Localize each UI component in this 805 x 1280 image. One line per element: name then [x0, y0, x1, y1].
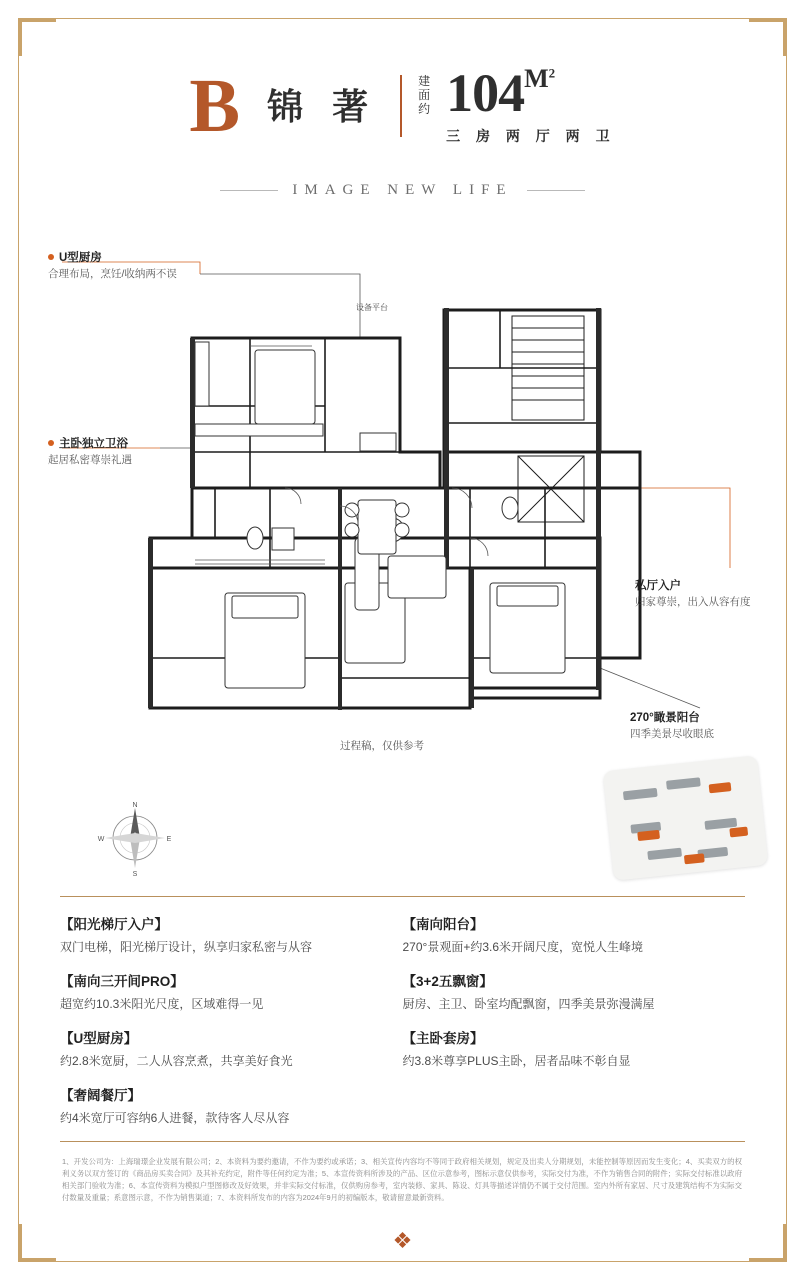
callout-entry-hall-title: 私厅入户: [635, 580, 681, 592]
feature-desc: 双门电梯，阳光梯厅设计，纵享归家私密与从容: [60, 940, 313, 954]
area-prefix-line-1: 建: [418, 74, 432, 88]
svg-text:N: N: [132, 802, 138, 809]
feature-desc: 约2.8米宽厨，二人从容烹煮，共享美好食光: [60, 1054, 293, 1068]
bottom-ornament-icon: ❖: [392, 1228, 413, 1253]
callout-balcony-desc: 四季美景尽收眼底: [630, 728, 714, 740]
english-tagline: [0, 182, 805, 199]
callout-kitchen-title: U型厨房: [48, 250, 177, 266]
features-column-right: [403, 913, 746, 1127]
callout-kitchen-desc: 合理布局，烹饪/收纳两不误: [48, 268, 177, 280]
room-configuration: 三 房 两 厅 两 卫: [446, 128, 616, 144]
feature-desc: 约4米宽厅可容纳6人进餐，款待客人尽从容: [60, 1111, 290, 1125]
frame-corner-top-left: [18, 18, 56, 56]
feature-item: [60, 970, 389, 1013]
callout-master-bath: [48, 436, 132, 468]
area-number: 104: [446, 63, 525, 123]
feature-title: 【南向三开间PRO】: [60, 974, 184, 989]
callout-balcony: [630, 710, 714, 742]
svg-text:E: E: [166, 836, 172, 843]
callout-master-bath-desc: 起居私密尊崇礼遇: [48, 454, 132, 466]
feature-desc: 超宽约10.3米阳光尺度，区域难得一见: [60, 997, 264, 1011]
area-prefix-line-2: 面: [418, 88, 432, 102]
feature-item: [60, 1084, 389, 1127]
svg-text:W: W: [97, 836, 105, 843]
feature-item: [403, 970, 732, 1013]
area-block: [418, 63, 616, 146]
features-column-left: [60, 913, 403, 1127]
feature-title: 【3+2五飘窗】: [402, 974, 493, 989]
svg-text:设备平台: 设备平台: [356, 303, 388, 312]
feature-desc: 厨房、主卫、卧室均配飘窗，四季美景弥漫满屋: [402, 997, 655, 1011]
feature-desc: 约3.8米尊享PLUS主卧，居者品味不彰自显: [402, 1054, 631, 1068]
area-prefix-line-3: 约: [418, 102, 432, 116]
callout-balcony-title: 270°瞰景阳台: [630, 712, 700, 724]
feature-title: 【南向阳台】: [402, 917, 484, 932]
callout-kitchen: [48, 250, 177, 282]
svg-text:S: S: [132, 871, 138, 878]
feature-title: 【U型厨房】: [60, 1031, 138, 1046]
feature-item: [403, 1027, 732, 1070]
disclaimer-text: 1、开发公司为：上海瑞璟企业发展有限公司；2、本资料为要约邀请，不作为要约或承诺；3、相关宣传内容均不等同于政府相关规划，规定及出卖人分期规划，未能控制等原因而发生变化；4、买卖双方的权利义务以双方签订的《商品房买卖合同》及其补充约定，附件等任何约定为准；5、本宣传资料所涉及的产品、区位示意参考，图标示意仅供参考，实际交付为准，不作为销售合同的附件；实际交付标准以政府相关部门验收为准；6、本宣传资料为模拟户型图修改及好效果，并非实际交付标准，仅供购房参考，室内装修、家具、陈设、灯具等描述详情仍不属于交付范围。室内外所有家居、尺寸及建筑结构不为实际交付数量及重量；系意图示意，不作为销售渠道；7、本资料所发布的内容为2024年9月的初编版本，敬请留意最新资料。: [62, 1157, 742, 1202]
floor-plan: [40, 238, 765, 878]
header-divider: [400, 75, 402, 137]
unit-type-letter: B: [189, 64, 242, 148]
feature-item: [60, 1027, 389, 1070]
compass-icon: [95, 798, 175, 878]
page-header: [0, 63, 805, 148]
area-unit: $M^2$: [524, 64, 556, 93]
callout-entry-hall: [635, 578, 751, 610]
feature-item: [60, 913, 389, 956]
site-plan-thumbnail: [603, 755, 769, 881]
page-title: 锦 著: [267, 86, 379, 127]
features-section: [60, 896, 745, 1142]
feature-title: 【主卧套房】: [402, 1031, 484, 1046]
callout-dot-icon: [48, 440, 54, 446]
feature-title: 【奢阔餐厅】: [60, 1088, 141, 1103]
frame-corner-top-right: [749, 18, 787, 56]
area-prefix-label: [418, 74, 446, 116]
callout-entry-hall-desc: 归家尊崇，出入从容有度: [635, 596, 751, 608]
feature-item: [403, 913, 732, 956]
tagline-text: IMAGE NEW LIFE: [292, 182, 513, 198]
callout-dot-icon: [48, 254, 54, 260]
callout-master-bath-title: 主卧独立卫浴: [48, 436, 132, 452]
tagline-rule-right: [527, 190, 585, 191]
draft-note: 过程稿，仅供参考: [340, 740, 424, 752]
feature-desc: 270°景观面+约3.6米开阔尺度，宽悦人生峰境: [402, 940, 644, 954]
feature-title: 【阳光梯厅入户】: [60, 917, 168, 932]
tagline-rule-left: [220, 190, 278, 191]
